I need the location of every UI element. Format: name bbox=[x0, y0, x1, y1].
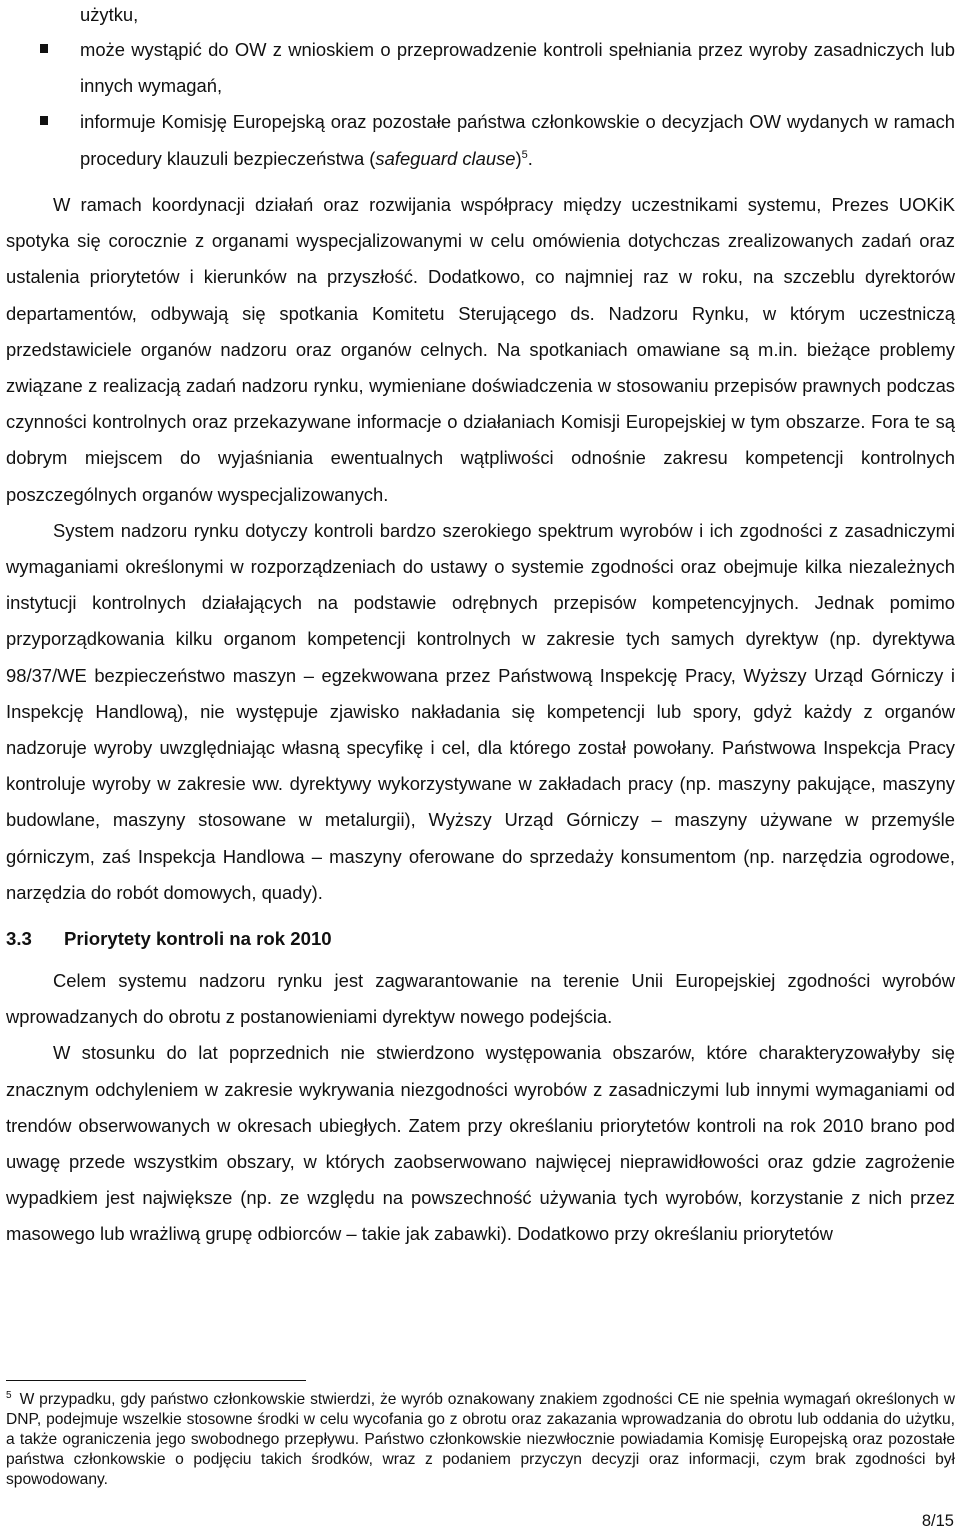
square-bullet-icon bbox=[40, 44, 48, 53]
bullet-text: może wystąpić do OW z wnioskiem o przeprowadzenie kontroli spełniania przez wyroby zasadniczych lub innych wymagań, bbox=[80, 39, 955, 97]
bullet-text-close: ) bbox=[515, 147, 522, 169]
footnote-text: W przypadku, gdy państwo członkowskie stwierdzi, że wyrób oznakowany znakiem zgodności CE nie spełnia wymagań określonych w DNP, podejmuje wszelkie stosowne środki w celu wycofania go z obrotu oraz zakazania wprowadzania do obrotu lub oddania do użytku, a także ograniczenia jego swobodnego przepływu. Państwo członkowskie niezwłocznie powiadamia Komisję Europejską oraz pozostałe państwa członkowskie o podjęciu takich środków, wraz z podaniem przyczyn decyzji oraz informacji, czym brak zgodności był spowodowany. bbox=[6, 1391, 955, 1488]
paragraph: Celem systemu nadzoru rynku jest zagwarantowanie na terenie Unii Europejskiej zgodności wyrobów wprowadzanych do obrotu z postanowieniami dyrektyw nowego podejścia. bbox=[6, 970, 955, 1028]
bullet-text-end: . bbox=[527, 147, 533, 169]
footnote-mark: 5 bbox=[6, 1389, 12, 1401]
italic-term: safeguard clause bbox=[375, 147, 516, 169]
continued-text-fragment: użytku, bbox=[80, 4, 139, 25]
section-title: Priorytety kontroli na rok 2010 bbox=[64, 928, 332, 950]
main-text bbox=[6, 187, 955, 1253]
section-heading bbox=[6, 921, 955, 957]
list-item bbox=[0, 32, 955, 104]
bullet-text: informuje Komisję Europejską oraz pozostałe państwa członkowskie o decyzjach OW wydanych w ramach procedury klauzuli bezpieczeństwa ( bbox=[80, 111, 955, 169]
page-number: 8/15 bbox=[921, 1512, 954, 1530]
paragraph: W ramach koordynacji działań oraz rozwijania współpracy między uczestnikami systemu, Prezes UOKiK spotyka się corocznie z organami wyspecjalizowanymi w celu omówienia dotychczas zrealizowanych zadań oraz ustalenia priorytetów i kierunków na przyszłość. Dodatkowo, co najmniej raz w roku, na szczeblu dyrektorów departamentów, odbywają się spotkania Komitetu Sterującego ds. Nadzoru Rynku, w którym uczestniczą przedstawiciele organów nadzoru oraz organów celnych. Na spotkaniach omawiane są m.in. bieżące problemy związane z realizacją zadań nadzoru rynku, wymieniane doświadczenia w stosowaniu przepisów prawnych podczas czynności kontrolnych oraz przekazywane informacje o działaniach Komisji Europejskiej w tym obszarze. Fora te są dobrym miejscem do wyjaśniania ewentualnych wątpliwości odnośnie zakresu kompetencji kontrolnych poszczególnych organów wyspecjalizowanych. bbox=[6, 194, 955, 505]
square-bullet-icon bbox=[40, 116, 48, 125]
footnote bbox=[6, 1390, 955, 1490]
bullet-list bbox=[0, 32, 955, 177]
footnote-reference[interactable]: 5 bbox=[521, 148, 528, 161]
paragraph: W stosunku do lat poprzednich nie stwierdzono występowania obszarów, które charakteryzowałyby się znacznym odchyleniem w zakresie wykrywania niezgodności wyrobów z zasadniczymi lub innymi wymaganiami od trendów obserwowanych w okresach ubiegłych. Zatem przy określaniu priorytetów kontroli na rok 2010 brano pod uwagę przede wszystkim obszary, w których zaobserwowano najwięcej nieprawidłowości oraz gdzie zagrożenie wypadkiem jest największe (np. ze względu na powszechność używania tych wyrobów, korzystanie z nich przez masowego lub wrażliwą grupę odbiorców – takie jak zabawki). Dodatkowo przy określaniu priorytetów bbox=[6, 1042, 955, 1245]
paragraph: System nadzoru rynku dotyczy kontroli bardzo szerokiego spektrum wyrobów i ich zgodności z zasadniczymi wymaganiami określonymi w rozporządzeniach do ustawy o systemie zgodności oraz obejmuje kilka niezależnych instytucji kontrolnych działających na podstawie odrębnych przepisów kompetencyjnych. Jednak pomimo przyporządkowania kilku organom kompetencji kontrolnych w zakresie tych samych dyrektyw (np. dyrektywa 98/37/WE bezpieczeństwo maszyn – egzekwowana przez Państwową Inspekcję Pracy, Wyższy Urząd Górniczy i Inspekcję Handlową), nie występuje zjawisko nakładania się kompetencji lub spory, gdyż każdy z organów nadzoruje wyroby uwzględniając własną specyfikę i cel, dla którego został powołany. Państwowa Inspekcja Pracy kontroluje wyroby w zakresie ww. dyrektywy wykorzystywane w zakładach pracy (np. maszyny pakujące, maszyny budowlane, maszyny stosowane w metalurgii), Wyższy Urząd Górniczy – maszyny używane w przemyśle górniczym, zaś Inspekcja Handlowa – maszyny oferowane do sprzedaży konsumentom (np. narzędzia ogrodowe, narzędzia do robót domowych, quady). bbox=[6, 519, 955, 903]
section-number: 3.3 bbox=[6, 928, 32, 950]
list-item bbox=[0, 104, 955, 176]
footnote-separator bbox=[6, 1380, 306, 1381]
